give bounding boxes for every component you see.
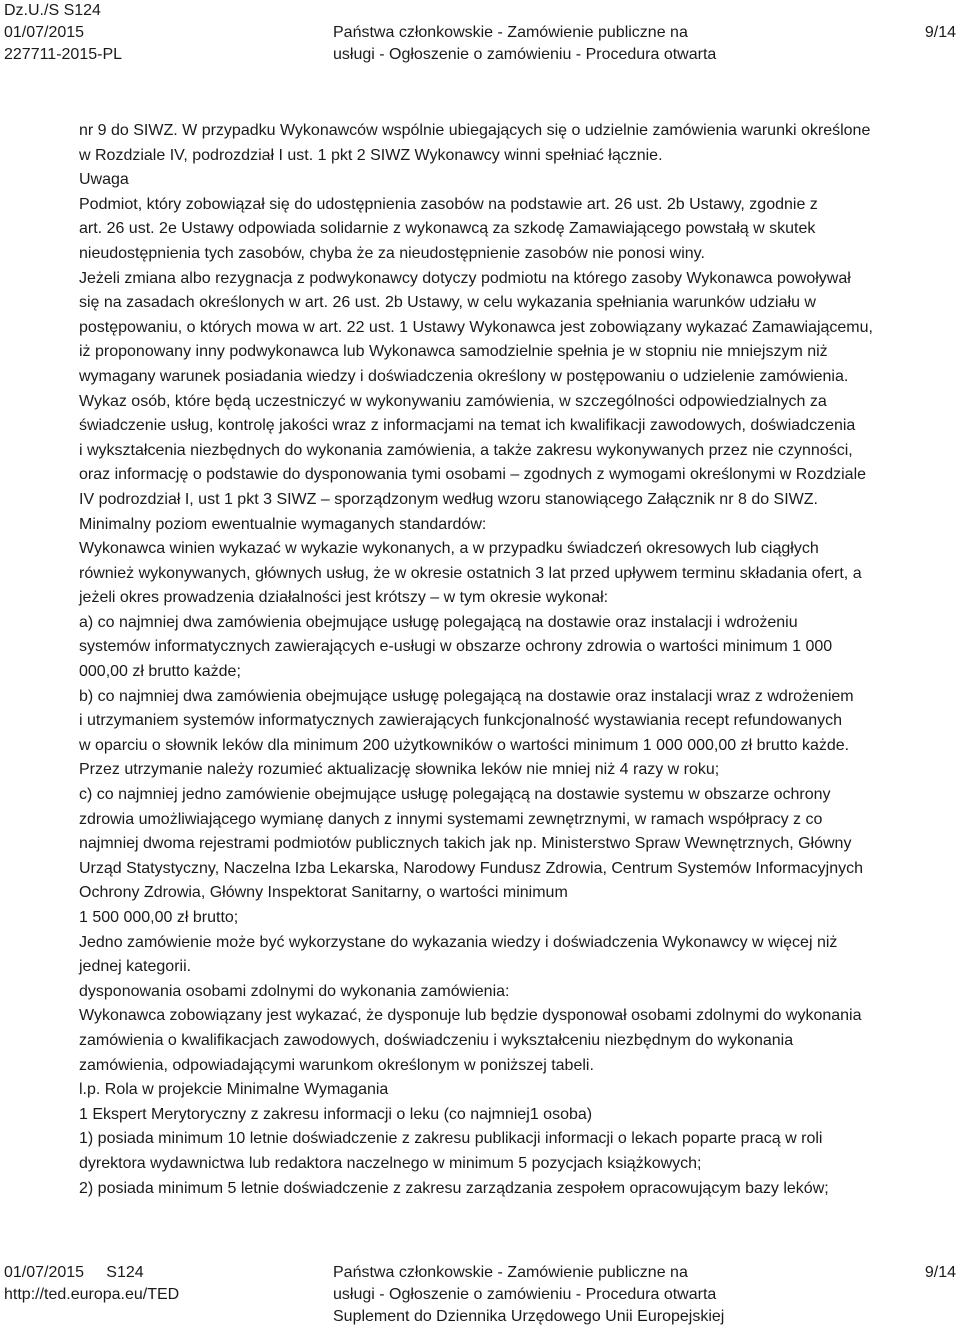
body-line: Podmiot, który zobowiązał się do udostępnienia zasobów na podstawie art. 26 ust. 2b Ustawy, zgodnie z (79, 195, 818, 213)
body-line: również wykonywanych, głównych usług, że w okresie ostatnich 3 lat przed upływem terminu składania ofert, a (79, 564, 862, 582)
body-line: i utrzymaniem systemów informatycznych zawierających funkcjonalność wystawiania recept refundowanych (79, 712, 842, 730)
header-center-line-2: usługi - Ogłoszenie o zamówieniu - Procedura otwarta (333, 46, 717, 63)
body-line: Urząd Statystyczny, Naczelna Izba Lekarska, Narodowy Fundusz Zdrowia, Centrum Systemów Informacyjnych (79, 859, 863, 877)
body-line: iż proponowany inny podwykonawca lub Wykonawca samodzielnie spełnia je w stopniu nie mniejszym niż (79, 343, 828, 361)
body-line: 1 500 000,00 zł brutto; (79, 909, 239, 926)
body-line: 000,00 zł brutto każde; (79, 663, 241, 681)
body-line: oraz informację o podstawie do dysponowania tymi osobami – zgodnych z wymogami określonymi w Rozdziale (79, 466, 867, 484)
body-line: Wykonawca winien wykazać w wykazie wykonanych, a w przypadku świadczeń okresowych lub ciągłych (79, 540, 819, 558)
body-line: art. 26 ust. 2e Ustawy odpowiada solidarnie z wykonawcą za szkodę Zamawiającego powstałą w skutek (79, 220, 816, 238)
footer-center (333, 1262, 724, 1328)
body-line: jeżeli okres prowadzenia działalności jest krótszy – w tym okresie wykonał: (79, 589, 609, 607)
journal-ref: Dz.U./S S124 (4, 2, 101, 19)
body-line: b) co najmniej dwa zamówienia obejmujące usługę polegającą na dostawie oraz instalacji wraz z wdrożeniem (79, 687, 854, 705)
body-line: 1 Ekspert Merytoryczny z zakresu informacji o leku (co najmniej1 osoba) (79, 1105, 593, 1123)
body-line: w Rozdziale IV, podrozdział I ust. 1 pkt 2 SIWZ Wykonawcy winni spełniać łącznie. (79, 146, 663, 164)
body-line: wymagany warunek posiadania wiedzy i doświadczenia określony w postępowaniu o udzielenie zamówienia. (79, 367, 849, 385)
footer-right (925, 1262, 956, 1284)
footer-date-issue: 01/07/2015 S124 (4, 1264, 144, 1281)
body-line: dyrektora wydawnictwa lub redaktora naczelnego w minimum 5 pozycjach książkowych; (79, 1154, 702, 1172)
body-line: się na zasadach określonych w art. 26 ust. 2b Ustawy, w celu wykazania spełniania warunków udziału w (79, 294, 816, 312)
body-line: 1) posiada minimum 10 letnie doświadczenie z zakresu publikacji informacji o lekach poparte pracą w roli (79, 1130, 823, 1148)
body-line: i wykształcenia niezbędnych do wykonania zamówienia, a także zakresu wykonywanych przez nie czynności, (79, 441, 853, 459)
body-line: Wykaz osób, które będą uczestniczyć w wykonywaniu zamówienia, w szczególności odpowiedzialnych za (79, 392, 827, 410)
body-line: Wykonawca zobowiązany jest wykazać, że dysponuje lub będzie dysponował osobami zdolnymi do wykonania (79, 1007, 862, 1025)
page-number: 9/14 (924, 24, 956, 41)
footer-left (4, 1262, 179, 1306)
body-line: 2) posiada minimum 5 letnie doświadczenie z zakresu zarządzania zespołem opracowującym bazy leków; (79, 1179, 829, 1197)
body-line: Minimalny poziom ewentualnie wymaganych standardów: (79, 515, 487, 533)
body-line: Uwaga (79, 171, 129, 189)
footer-url: http://ted.europa.eu/TED (4, 1286, 180, 1303)
body-line: zamówienia o kwalifikacjach zawodowych, doświadczeniu i wykształceniu niezbędnym do wykonania (79, 1031, 794, 1049)
body-line: systemów informatycznych zawierających e-usługi w obszarze ochrony zdrowia o wartości minimum 1 000 (79, 638, 833, 656)
body-line: najmniej dwoma rejestrami podmiotów publicznych takich jak np. Ministerstwo Spraw Wewnętrznych, Główny (79, 835, 852, 853)
header-center-line-1: Państwa członkowskie - Zamówienie publiczne na (333, 24, 688, 41)
body-line: a) co najmniej dwa zamówienia obejmujące usługę polegającą na dostawie oraz instalacji i wdrożeniu (79, 613, 798, 631)
header-center (333, 0, 716, 66)
body-line: Ochrony Zdrowia, Główny Inspektorat Sanitarny, o wartości minimum (79, 884, 568, 902)
body-line: jednej kategorii. (79, 958, 192, 976)
body-line: nr 9 do SIWZ. W przypadku Wykonawców wspólnie ubiegających się o udzielnie zamówienia warunki określone (79, 122, 871, 139)
body-line: c) co najmniej jedno zamówienie obejmujące usługę polegającą na dostawie systemu w obszarze ochrony (79, 786, 831, 804)
body-line: Jeżeli zmiana albo rezygnacja z podwykonawcy dotyczy podmiotu na którego zasoby Wykonawca powoływał (79, 269, 851, 287)
footer-center-line-2: Suplement do Dziennika Urzędowego Unii Europejskiej (333, 1308, 725, 1325)
header-date: 01/07/2015 (4, 24, 85, 41)
body-line: zamówienia, odpowiadającymi warunkom określonym w poniższej tabeli. (79, 1056, 594, 1074)
body-line: dysponowania osobami zdolnymi do wykonania zamówienia: (79, 982, 510, 1000)
header-left (4, 0, 122, 66)
footer-center-line-1: usługi - Ogłoszenie o zamówieniu - Procedura otwarta (333, 1286, 717, 1303)
header-center-line-0 (333, 0, 716, 22)
notice-number: 227711-2015-PL (4, 46, 123, 63)
body-line: świadczenie usług, kontrolę jakości wraz z informacjami na temat ich kwalifikacji zawodowych, doświadczenia (79, 417, 856, 435)
body-line: l.p. Rola w projekcie Minimalne Wymagania (79, 1081, 389, 1099)
body-line: postępowaniu, o których mowa w art. 22 ust. 1 Ustawy Wykonawca jest zobowiązany wykazać Zamawiającemu, (79, 318, 873, 336)
body-line: w oparciu o słownik leków dla minimum 200 użytkowników o wartości minimum 1 000 000,00 zł brutto każde. (79, 736, 850, 754)
body-line: Jedno zamówienie może być wykorzystane do wykazania wiedzy i doświadczenia Wykonawcy w więcej niż (79, 933, 838, 951)
body-line: nieudostępnienia tych zasobów, chyba że za nieudostępnienie zasobów nie ponosi winy. (79, 244, 705, 262)
document-body (79, 119, 955, 1201)
header-right (925, 0, 956, 44)
body-line: Przez utrzymanie należy rozumieć aktualizację słownika leków nie mniej niż 4 razy w roku; (79, 761, 720, 779)
body-line: IV podrozdział I, ust 1 pkt 3 SIWZ – sporządzonym według wzoru stanowiącego Załącznik nr 8 do SIWZ. (79, 490, 818, 508)
footer-center-line-0: Państwa członkowskie - Zamówienie publiczne na (333, 1264, 688, 1281)
footer-page-number: 9/14 (924, 1264, 956, 1281)
body-line: zdrowia umożliwiającego wymianę danych z innymi systemami zewnętrznymi, w ramach współpracy z co (79, 810, 823, 828)
